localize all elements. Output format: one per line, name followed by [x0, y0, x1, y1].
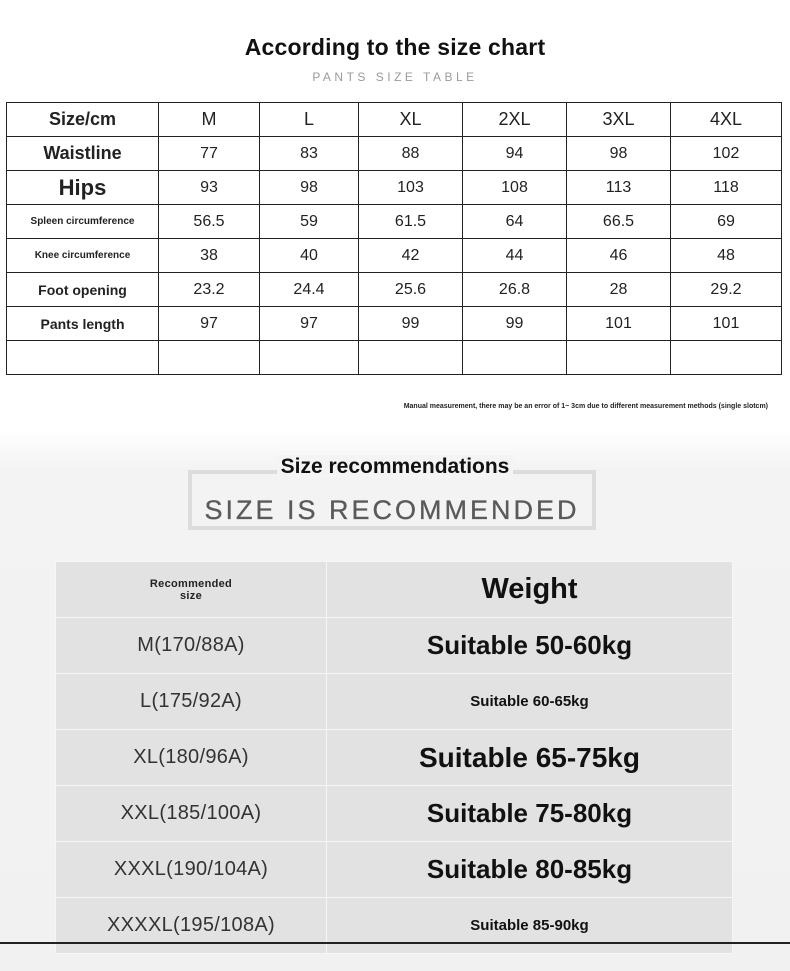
table-cell: 46	[567, 239, 671, 273]
empty-row	[7, 341, 782, 375]
table-cell: 44	[463, 239, 567, 273]
rec-header-size	[56, 562, 327, 618]
empty-cell	[260, 341, 359, 375]
table-row	[7, 137, 782, 171]
table-cell: 66.5	[567, 205, 671, 239]
table-cell: 40	[260, 239, 359, 273]
size-recommendation-table	[55, 561, 733, 954]
row-label: Waistline	[7, 137, 159, 171]
rec-weight: Suitable 60-65kg	[327, 674, 733, 730]
table-cell: 38	[159, 239, 260, 273]
table-cell: 48	[671, 239, 782, 273]
table-header-row	[7, 103, 782, 137]
header-cell: 3XL	[567, 103, 671, 137]
table-row	[7, 307, 782, 341]
rec-weight: Suitable 80-85kg	[327, 842, 733, 898]
table-cell: 77	[159, 137, 260, 171]
size-chart-subtitle: PANTS SIZE TABLE	[312, 70, 478, 84]
empty-cell	[7, 341, 159, 375]
rec-size: XXL(185/100A)	[56, 786, 327, 842]
rec-weight: Suitable 85-90kg	[327, 898, 733, 954]
table-cell: 59	[260, 205, 359, 239]
row-label: Pants length	[7, 307, 159, 341]
table-cell: 108	[463, 171, 567, 205]
table-cell: 93	[159, 171, 260, 205]
rec-weight: Suitable 75-80kg	[327, 786, 733, 842]
header-cell: M	[159, 103, 260, 137]
size-chart-title: According to the size chart	[244, 34, 546, 60]
table-row	[56, 730, 733, 786]
rec-size: M(170/88A)	[56, 618, 327, 674]
table-cell: 99	[359, 307, 463, 341]
header-cell: 2XL	[463, 103, 567, 137]
table-cell: 61.5	[359, 205, 463, 239]
header-cell: 4XL	[671, 103, 782, 137]
table-cell: 28	[567, 273, 671, 307]
table-cell: 69	[671, 205, 782, 239]
table-cell: 64	[463, 205, 567, 239]
table-cell: 23.2	[159, 273, 260, 307]
table-cell: 98	[260, 171, 359, 205]
recommendation-title-text: Size recommendations	[277, 455, 514, 478]
table-row	[56, 674, 733, 730]
empty-cell	[671, 341, 782, 375]
table-cell: 25.6	[359, 273, 463, 307]
table-cell: 113	[567, 171, 671, 205]
empty-cell	[567, 341, 671, 375]
rec-weight: Suitable 50-60kg	[327, 618, 733, 674]
table-cell: 97	[159, 307, 260, 341]
table-row	[7, 171, 782, 205]
table-row	[7, 239, 782, 273]
table-cell: 101	[671, 307, 782, 341]
empty-cell	[359, 341, 463, 375]
header-cell: XL	[359, 103, 463, 137]
table-cell: 94	[463, 137, 567, 171]
bottom-divider	[0, 942, 790, 944]
table-row	[7, 205, 782, 239]
row-label: Hips	[7, 171, 159, 205]
table-row	[7, 273, 782, 307]
recommendation-subtitle: SIZE IS RECOMMENDED	[204, 495, 580, 525]
recommendation-title	[0, 455, 790, 479]
header-cell: Size/cm	[7, 103, 159, 137]
table-cell: 98	[567, 137, 671, 171]
table-row	[56, 842, 733, 898]
table-row	[56, 618, 733, 674]
row-label: Knee circumference	[7, 239, 159, 273]
table-cell: 88	[359, 137, 463, 171]
table-cell: 103	[359, 171, 463, 205]
rec-size: XL(180/96A)	[56, 730, 327, 786]
rec-size: XXXXL(195/108A)	[56, 898, 327, 954]
table-cell: 42	[359, 239, 463, 273]
table-cell: 118	[671, 171, 782, 205]
rec-weight: Suitable 65-75kg	[327, 730, 733, 786]
table-cell: 99	[463, 307, 567, 341]
rec-size: L(175/92A)	[56, 674, 327, 730]
table-row	[56, 898, 733, 954]
table-cell: 102	[671, 137, 782, 171]
row-label: Spleen circumference	[7, 205, 159, 239]
table-cell: 29.2	[671, 273, 782, 307]
table-cell: 101	[567, 307, 671, 341]
pants-size-table	[6, 102, 782, 375]
table-cell: 97	[260, 307, 359, 341]
rec-header-row	[56, 562, 733, 618]
table-cell: 56.5	[159, 205, 260, 239]
size-chart-section	[0, 0, 790, 430]
empty-cell	[159, 341, 260, 375]
row-label: Foot opening	[7, 273, 159, 307]
rec-header-size-text: Recommended size	[149, 577, 233, 602]
table-cell: 26.8	[463, 273, 567, 307]
measurement-note: Manual measurement, there may be an error of 1~ 3cm due to different measurement methods (single slotcm)	[403, 403, 768, 410]
table-cell: 24.4	[260, 273, 359, 307]
rec-header-weight: Weight	[327, 562, 733, 618]
table-cell: 83	[260, 137, 359, 171]
header-cell: L	[260, 103, 359, 137]
table-row	[56, 786, 733, 842]
empty-cell	[463, 341, 567, 375]
rec-size: XXXL(190/104A)	[56, 842, 327, 898]
